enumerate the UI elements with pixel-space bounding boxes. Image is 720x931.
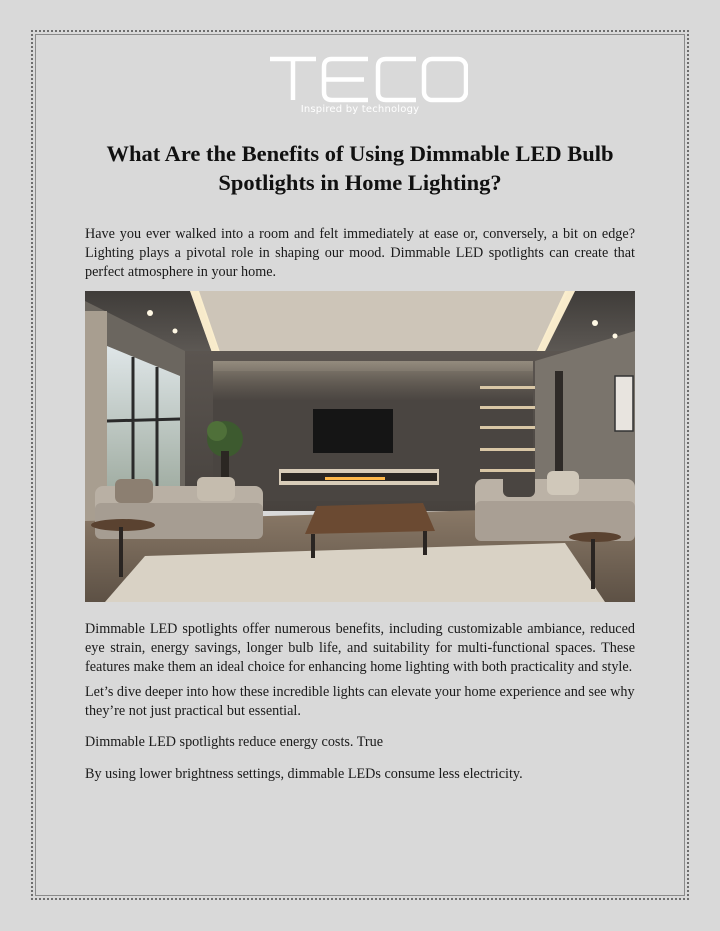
- title-line-2: Spotlights in Home Lighting?: [218, 170, 502, 195]
- summary-paragraph: Dimmable LED spotlights offer numerous benefits, including customizable ambiance, reduced eye strain, energy savings, longer bulb life, and suitability for multi-functional spaces. These features make them an ideal choice for enhancing home lighting with both practicality and style.: [85, 621, 635, 675]
- dive-deeper-paragraph: Let’s dive deeper into how these incredible lights can elevate your home experience and see why they’re not just practical but essential.: [85, 684, 635, 719]
- brand-tagline: Inspired by technology: [300, 104, 420, 115]
- intro-paragraph: Have you ever walked into a room and felt immediately at ease or, conversely, a bit on edge? Lighting plays a pivotal role in shaping our mood. Dimmable LED spotlights can create that perfect atmosphere in your home.: [85, 226, 635, 280]
- title-line-1: What Are the Benefits of Using Dimmable LED Bulb: [106, 141, 614, 166]
- living-room-photo: [85, 291, 635, 602]
- article-title: [80, 139, 640, 197]
- claim-paragraph: Dimmable LED spotlights reduce energy costs. True: [85, 734, 384, 750]
- claim-explanation-paragraph: By using lower brightness settings, dimmable LEDs consume less electricity.: [85, 766, 523, 782]
